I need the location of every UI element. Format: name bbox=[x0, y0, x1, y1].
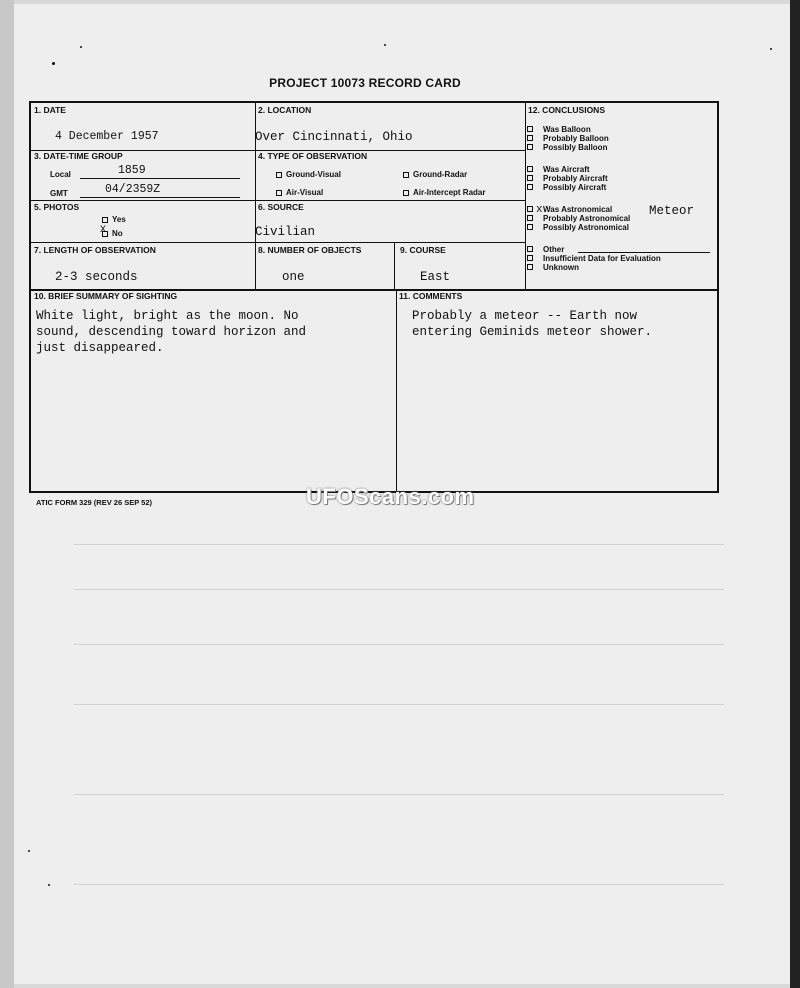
source-value: Civilian bbox=[255, 225, 316, 239]
conclusion-option: Probably Astronomical bbox=[543, 214, 631, 223]
conclusion-option: Other bbox=[543, 245, 565, 254]
card-title: PROJECT 10073 RECORD CARD bbox=[269, 76, 461, 90]
scan-speck bbox=[80, 46, 82, 48]
option-ground-visual: Ground-Visual bbox=[276, 170, 341, 179]
conclusions-group-aircraft bbox=[527, 165, 608, 192]
local-value: 1859 bbox=[118, 164, 146, 177]
conclusion-option: Was Aircraft bbox=[543, 165, 590, 174]
local-underline bbox=[80, 178, 240, 179]
location-value: Over Cincinnati, Ohio bbox=[255, 130, 413, 144]
conclusions-group-other bbox=[527, 245, 661, 272]
length-value: 2-3 seconds bbox=[55, 270, 138, 284]
comments-text bbox=[412, 308, 652, 340]
conclusion-option: Unknown bbox=[543, 263, 579, 272]
photos-no-mark: X bbox=[100, 225, 107, 236]
option-ground-radar: Ground-Radar bbox=[403, 170, 467, 179]
source-label: 6. SOURCE bbox=[258, 202, 304, 212]
scan-left-margin bbox=[0, 0, 14, 988]
scan-speck bbox=[770, 48, 772, 50]
summary-line: sound, descending toward horizon and bbox=[36, 325, 307, 339]
summary-label: 10. BRIEF SUMMARY OF SIGHTING bbox=[34, 291, 178, 301]
datetime-label: 3. DATE-TIME GROUP bbox=[34, 151, 123, 161]
checked-mark: x bbox=[536, 204, 543, 216]
gmt-label: GMT bbox=[50, 189, 68, 198]
date-value: 4 December 1957 bbox=[55, 130, 159, 143]
location-label: 2. LOCATION bbox=[258, 105, 312, 115]
photos-yes: Yes bbox=[102, 215, 126, 224]
watermark: UFOScans.com bbox=[306, 484, 475, 509]
scan-right-edge bbox=[790, 0, 800, 988]
divider bbox=[396, 289, 397, 493]
objects-label: 8. NUMBER OF OBJECTS bbox=[258, 245, 362, 255]
course-label: 9. COURSE bbox=[400, 245, 446, 255]
photos-label: 5. PHOTOS bbox=[34, 202, 80, 212]
summary-line: just disappeared. bbox=[36, 341, 164, 355]
summary-text bbox=[36, 308, 306, 356]
divider bbox=[394, 242, 395, 291]
gmt-value: 04/2359Z bbox=[105, 183, 161, 196]
conclusion-option: Insufficient Data for Evaluation bbox=[543, 254, 661, 263]
gmt-underline bbox=[80, 197, 240, 198]
conclusions-group-balloon bbox=[527, 125, 609, 152]
summary-line: White light, bright as the moon. No bbox=[36, 309, 299, 323]
type-of-observation-label: 4. TYPE OF OBSERVATION bbox=[258, 151, 368, 161]
comments-line: Probably a meteor -- Earth now bbox=[412, 309, 638, 323]
option-air-visual: Air-Visual bbox=[276, 188, 323, 197]
scan-speck bbox=[384, 44, 386, 46]
objects-value: one bbox=[282, 270, 305, 284]
comments-label: 11. COMMENTS bbox=[399, 291, 463, 301]
scan-speck bbox=[28, 850, 30, 852]
conclusion-option: Possibly Astronomical bbox=[543, 223, 629, 232]
conclusion-note: Meteor bbox=[649, 204, 695, 218]
other-underline bbox=[578, 252, 710, 253]
photos-no: No bbox=[102, 229, 123, 238]
divider bbox=[525, 103, 526, 291]
conclusion-option: Possibly Aircraft bbox=[543, 183, 607, 192]
comments-line: entering Geminids meteor shower. bbox=[412, 325, 653, 339]
conclusion-option: Was Astronomical bbox=[543, 205, 613, 214]
divider bbox=[31, 200, 525, 201]
date-label: 1. DATE bbox=[34, 105, 66, 115]
option-air-intercept-radar: Air-Intercept Radar bbox=[403, 188, 485, 197]
conclusion-option: Probably Balloon bbox=[543, 134, 609, 143]
conclusion-option: Probably Aircraft bbox=[543, 174, 608, 183]
scan-speck bbox=[48, 884, 50, 886]
length-label: 7. LENGTH OF OBSERVATION bbox=[34, 245, 156, 255]
conclusions-label: 12. CONCLUSIONS bbox=[528, 105, 605, 115]
divider bbox=[31, 242, 525, 243]
course-value: East bbox=[420, 270, 451, 284]
conclusion-option: Was Balloon bbox=[543, 125, 591, 134]
conclusion-option: Possibly Balloon bbox=[543, 143, 608, 152]
form-footer: ATIC FORM 329 (REV 26 SEP 52) bbox=[36, 498, 153, 507]
local-label: Local bbox=[50, 170, 71, 179]
scan-speck bbox=[52, 62, 55, 65]
